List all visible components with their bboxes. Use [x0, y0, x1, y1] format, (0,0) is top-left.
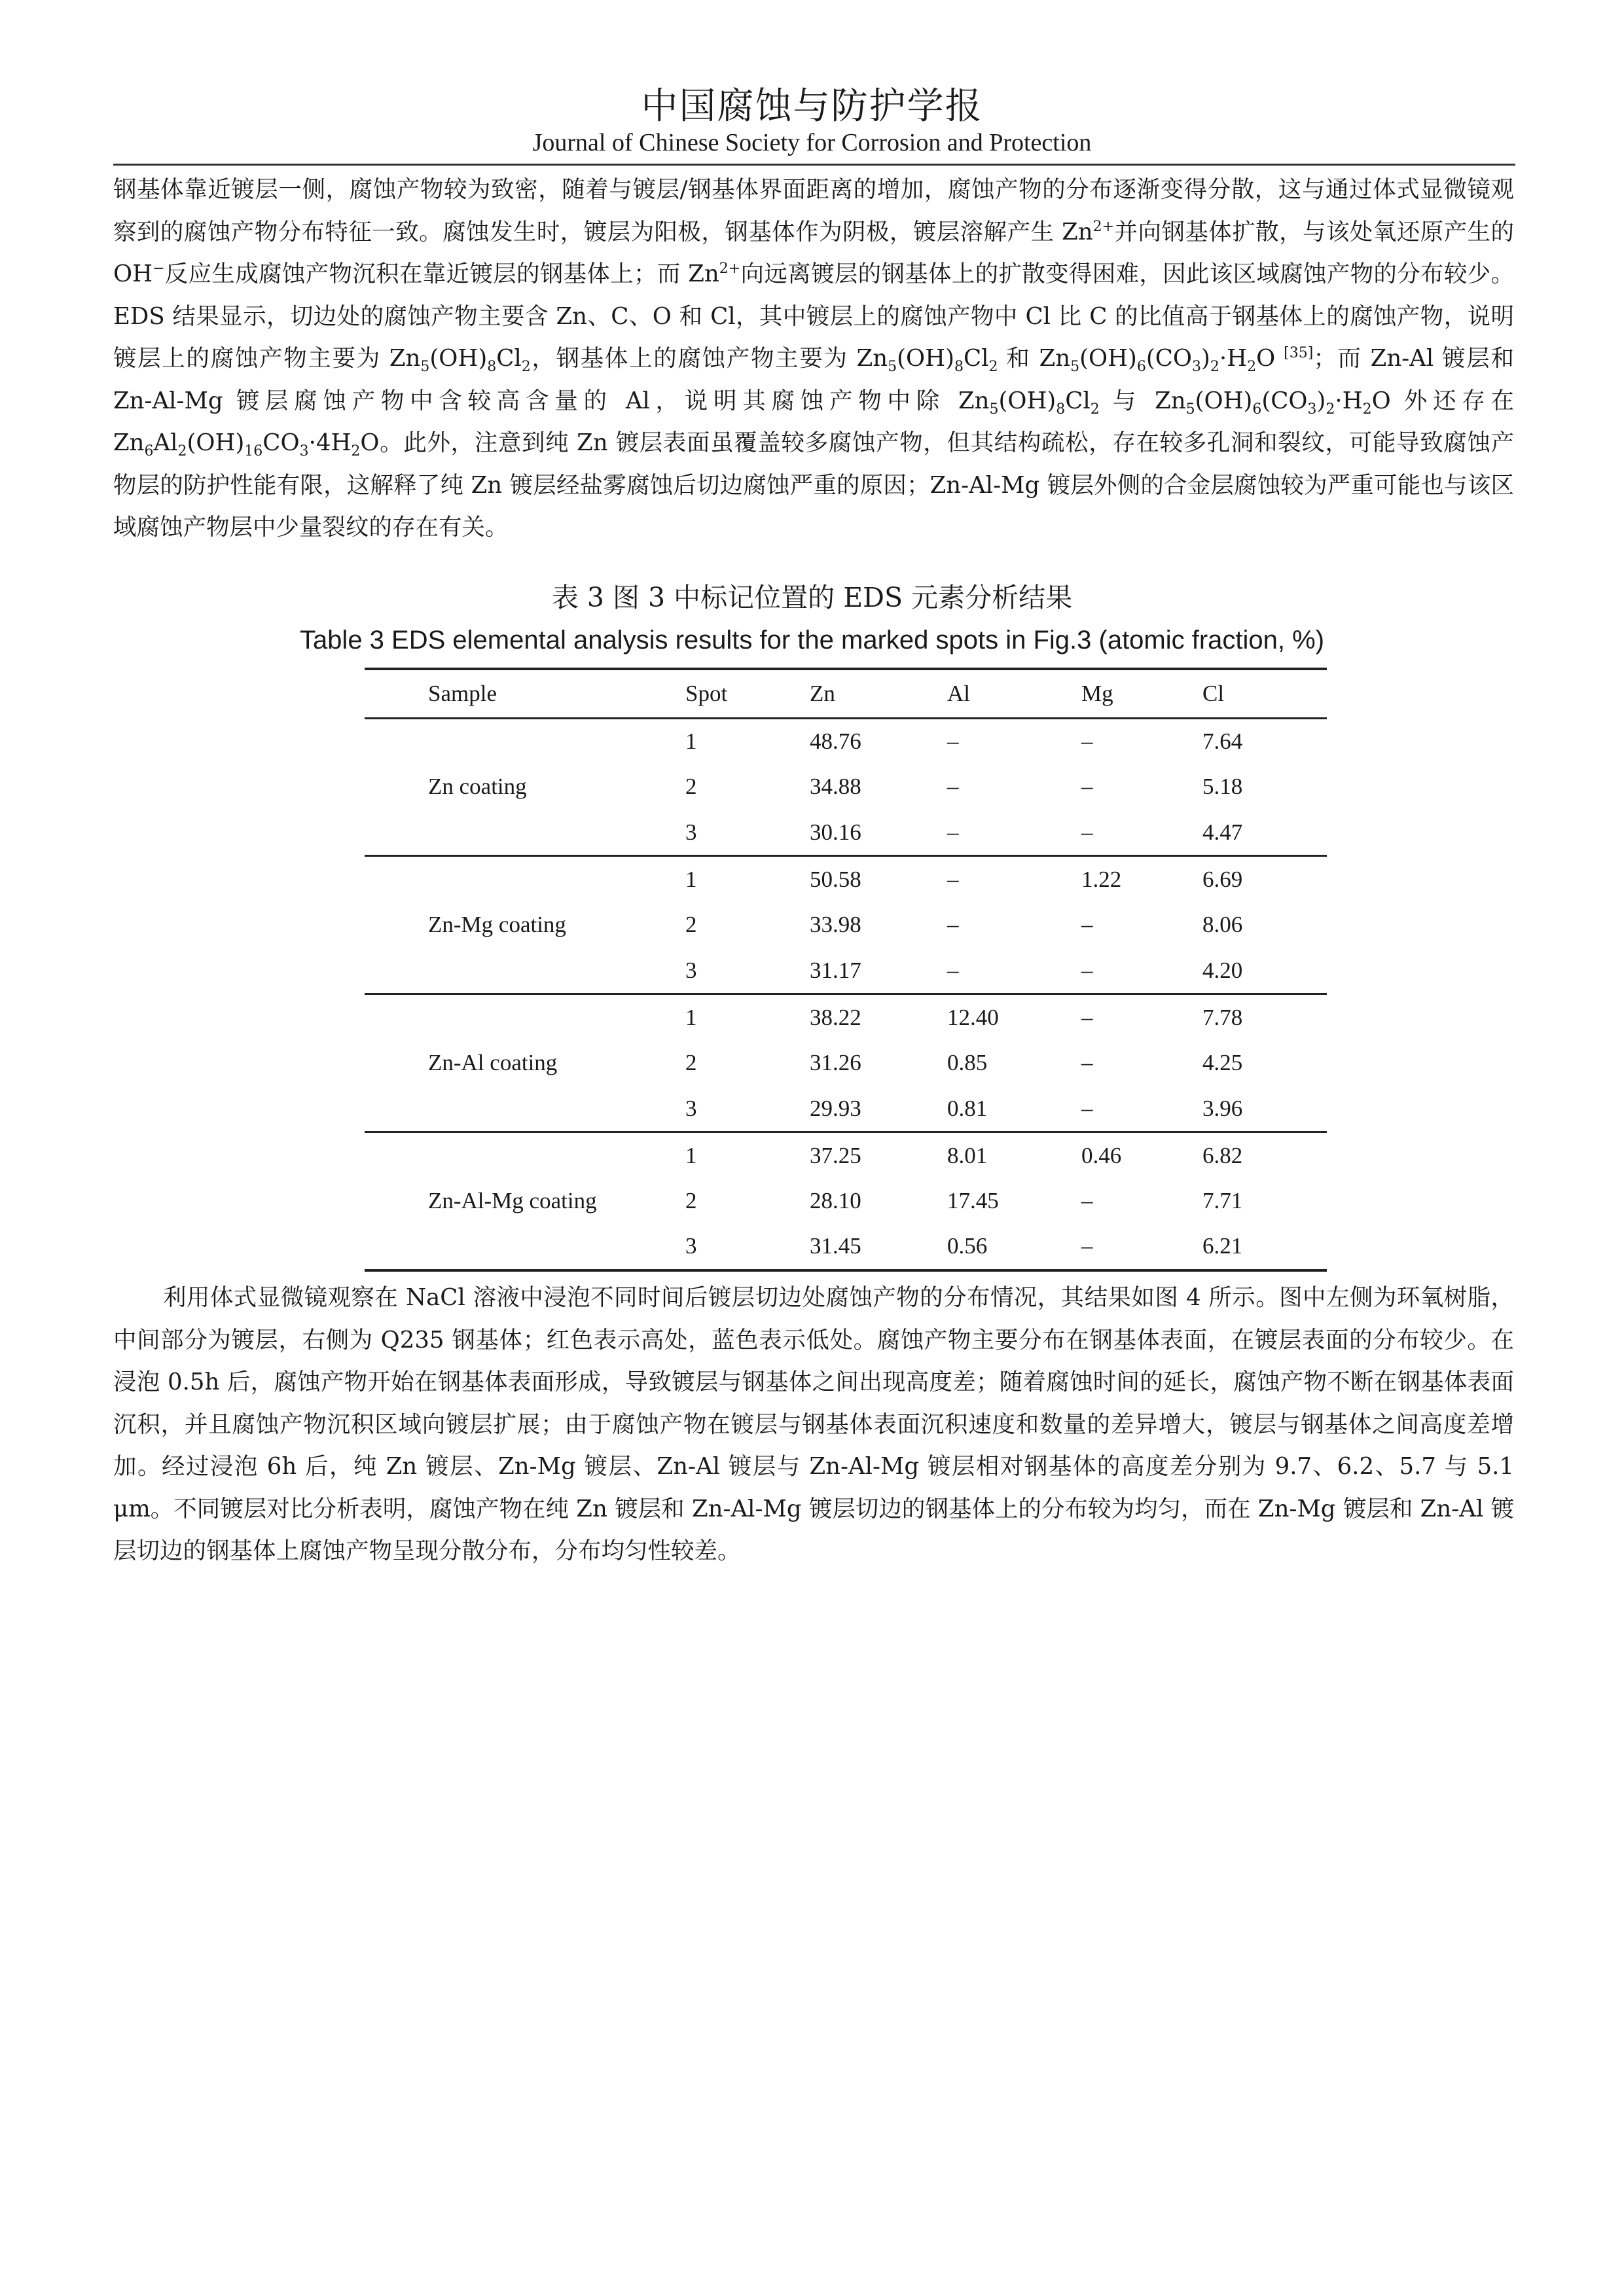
body-paragraph-1: 钢基体靠近镀层一侧，腐蚀产物较为致密，随着与镀层/钢基体界面距离的增加，腐蚀产物的分布逐渐变得分散，这与通过体式显微镜观察到的腐蚀产物分布特征一致。腐蚀发生时，镀层为阳极，钢基体作为阴极，镀层溶解产生 $Zn^{2+}$并向钢基体扩散，与该处氧还原产生的 OH−反应生成腐蚀产物沉积在靠近镀层的钢基体上；而 $Zn^{2+}$向远离镀层的钢基体上的扩散变得困难，因此该区域腐蚀产物的分布较少。EDS 结果显示，切边处的腐蚀产物主要含 Zn、C、O 和 Cl，其中镀层上的腐蚀产物中 Cl 比 C 的比值高于钢基体上的腐蚀产物，说明镀层上的腐蚀产物主要为 $Zn_5(OH)_8Cl_2$，钢基体上的腐蚀产物主要为 $Zn_5(OH)_8Cl_2$ 和 $Zn_5(OH)_6(CO_3)_2\cdot H_2O$ [35]；而 Zn-Al 镀层和 Zn-Al-Mg 镀层腐蚀产物中含较高含量的 Al，说明其腐蚀产物中除 $Zn_5(OH)_8Cl_2$ 与 $Zn_5(OH)_6(CO_3)_2\cdot H_2O$ 外还存在 $Zn_6Al_2(OH)_{16}CO_3\cdot 4H_2O$。此外，注意到纯 Zn 镀层表面虽覆盖较多腐蚀产物，但其结构疏松，存在较多孔洞和裂纹，可能导致腐蚀产物层的防护性能有限，这解释了纯 Zn 镀层经盐雾腐蚀后切边腐蚀严重的原因；Zn-Al-Mg 镀层外侧的合金层腐蚀较为严重可能也与该区域腐蚀产物层中少量裂纹的存在有关。	[113, 176, 1514, 541]
cell-mg: 0.46	[1081, 1142, 1122, 1168]
cell-zn: 31.26	[810, 1050, 861, 1076]
cell-al: 17.45	[947, 1188, 999, 1214]
cell-al: –	[947, 912, 959, 938]
citation-ref: [35]	[1284, 345, 1314, 362]
table-group-zn-al	[365, 994, 1327, 1132]
cell-cl: 7.64	[1202, 728, 1243, 754]
cell-spot: 1	[685, 728, 697, 754]
cell-al: –	[947, 728, 959, 754]
col-header-mg: Mg	[1081, 669, 1202, 718]
table-row	[365, 1132, 1327, 1178]
col-header-cl: Cl	[1202, 669, 1327, 718]
col-header-zn: Zn	[810, 669, 947, 718]
cell-cl: 4.20	[1202, 957, 1243, 983]
cell-spot: 1	[685, 866, 697, 892]
cell-al: –	[947, 774, 959, 800]
cell-cl: 6.21	[1202, 1233, 1243, 1259]
cell-al: –	[947, 957, 959, 983]
cell-cl: 4.25	[1202, 1050, 1243, 1076]
cell-zn: 48.76	[810, 728, 861, 754]
cell-mg: 1.22	[1081, 866, 1122, 892]
cell-mg: –	[1081, 1188, 1093, 1214]
cell-cl: 7.71	[1202, 1188, 1243, 1214]
cell-zn: 31.45	[810, 1233, 861, 1259]
journal-title-en: Journal of Chinese Society for Corrosion and Protection	[532, 129, 1092, 156]
eds-results-table	[365, 668, 1327, 1272]
cell-mg: –	[1081, 912, 1093, 938]
cell-spot: 1	[685, 1142, 697, 1168]
cell-al: –	[947, 819, 959, 845]
cell-zn: 30.16	[810, 819, 861, 845]
cell-spot: 2	[685, 774, 697, 800]
cell-zn: 34.88	[810, 774, 861, 800]
cell-mg: –	[1081, 774, 1093, 800]
cell-al: –	[947, 866, 959, 892]
cell-spot: 3	[685, 957, 697, 983]
cell-cl: 7.78	[1202, 1004, 1243, 1030]
table-group-zn-mg	[365, 856, 1327, 994]
sample-name: Zn-Mg coating	[428, 912, 566, 938]
cell-mg: –	[1081, 1050, 1093, 1076]
table-group-zn	[365, 718, 1327, 856]
cell-spot: 3	[685, 1233, 697, 1259]
cell-al: 0.85	[947, 1050, 988, 1076]
sample-name: Zn-Al-Mg coating	[428, 1187, 597, 1213]
cell-spot: 2	[685, 912, 697, 938]
cell-spot: 1	[685, 1004, 697, 1030]
table-caption-en: Table 3 EDS elemental analysis results for the marked spots in Fig.3 (atomic fraction, %)	[299, 626, 1325, 655]
cell-mg: –	[1081, 1095, 1093, 1121]
cell-spot: 3	[685, 819, 697, 845]
journal-title-cn: 中国腐蚀与防护学报	[641, 85, 983, 128]
cell-zn: 29.93	[810, 1095, 861, 1121]
col-header-sample: Sample	[365, 669, 685, 718]
cell-mg: –	[1081, 728, 1093, 754]
cell-mg: –	[1081, 1233, 1093, 1259]
cell-cl: 6.82	[1202, 1142, 1243, 1168]
cell-zn: 33.98	[810, 912, 861, 938]
body-paragraph-2: 利用体式显微镜观察在 NaCl 溶液中浸泡不同时间后镀层切边处腐蚀产物的分布情况，其结果如图 4 所示。图中左侧为环氧树脂，中间部分为镀层，右侧为 Q235 钢基体；红色表示高处，蓝色表示低处。腐蚀产物主要分布在钢基体表面，在镀层表面的分布较少。在浸泡 0.5h 后，腐蚀产物开始在钢基体表面形成，导致镀层与钢基体之间出现高度差；随着腐蚀时间的延长，腐蚀产物不断在钢基体表面沉积，并且腐蚀产物沉积区域向镀层扩展；由于腐蚀产物在镀层与钢基体表面沉积速度和数量的差异增大，镀层与钢基体之间高度差增加。经过浸泡 6h 后，纯 Zn 镀层、Zn-Mg 镀层、Zn-Al 镀层与 Zn-Al-Mg 镀层相对钢基体的高度差分别为 9.7、6.2、5.7 与 5.1 μm。不同镀层对比分析表明，腐蚀产物在纯 Zn 镀层和 Zn-Al-Mg 镀层切边的钢基体上的分布较为均匀，而在 Zn-Mg 镀层和 Zn-Al 镀层切边的钢基体上腐蚀产物呈现分散分布，分布均匀性较差。	[113, 1284, 1514, 1564]
cell-zn: 38.22	[810, 1004, 861, 1030]
cell-zn: 31.17	[810, 957, 861, 983]
header-divider	[113, 164, 1515, 166]
cell-al: 12.40	[947, 1004, 999, 1030]
sample-name: Zn-Al coating	[428, 1050, 558, 1076]
cell-zn: 37.25	[810, 1142, 861, 1168]
table-group-zn-al-mg	[365, 1132, 1327, 1270]
cell-cl: 3.96	[1202, 1095, 1243, 1121]
cell-cl: 4.47	[1202, 819, 1243, 845]
cell-cl: 6.69	[1202, 866, 1243, 892]
cell-spot: 2	[685, 1050, 697, 1076]
cell-cl: 8.06	[1202, 912, 1243, 938]
col-header-al: Al	[947, 669, 1081, 718]
cell-mg: –	[1081, 819, 1093, 845]
table-row	[365, 994, 1327, 1040]
cell-mg: –	[1081, 957, 1093, 983]
sample-name: Zn coating	[428, 774, 527, 800]
cell-mg: –	[1081, 1004, 1093, 1030]
col-header-spot: Spot	[685, 669, 810, 718]
cell-cl: 5.18	[1202, 774, 1243, 800]
cell-al: 0.81	[947, 1095, 988, 1121]
cell-al: 8.01	[947, 1142, 988, 1168]
cell-al: 0.56	[947, 1233, 988, 1259]
table-header-row	[365, 669, 1327, 718]
cell-spot: 3	[685, 1095, 697, 1121]
cell-zn: 50.58	[810, 866, 861, 892]
cell-zn: 28.10	[810, 1188, 861, 1214]
table-row	[365, 856, 1327, 902]
table-caption-cn: 表 3 图 3 中标记位置的 EDS 元素分析结果	[551, 582, 1073, 613]
cell-spot: 2	[685, 1188, 697, 1214]
table-row	[365, 718, 1327, 764]
